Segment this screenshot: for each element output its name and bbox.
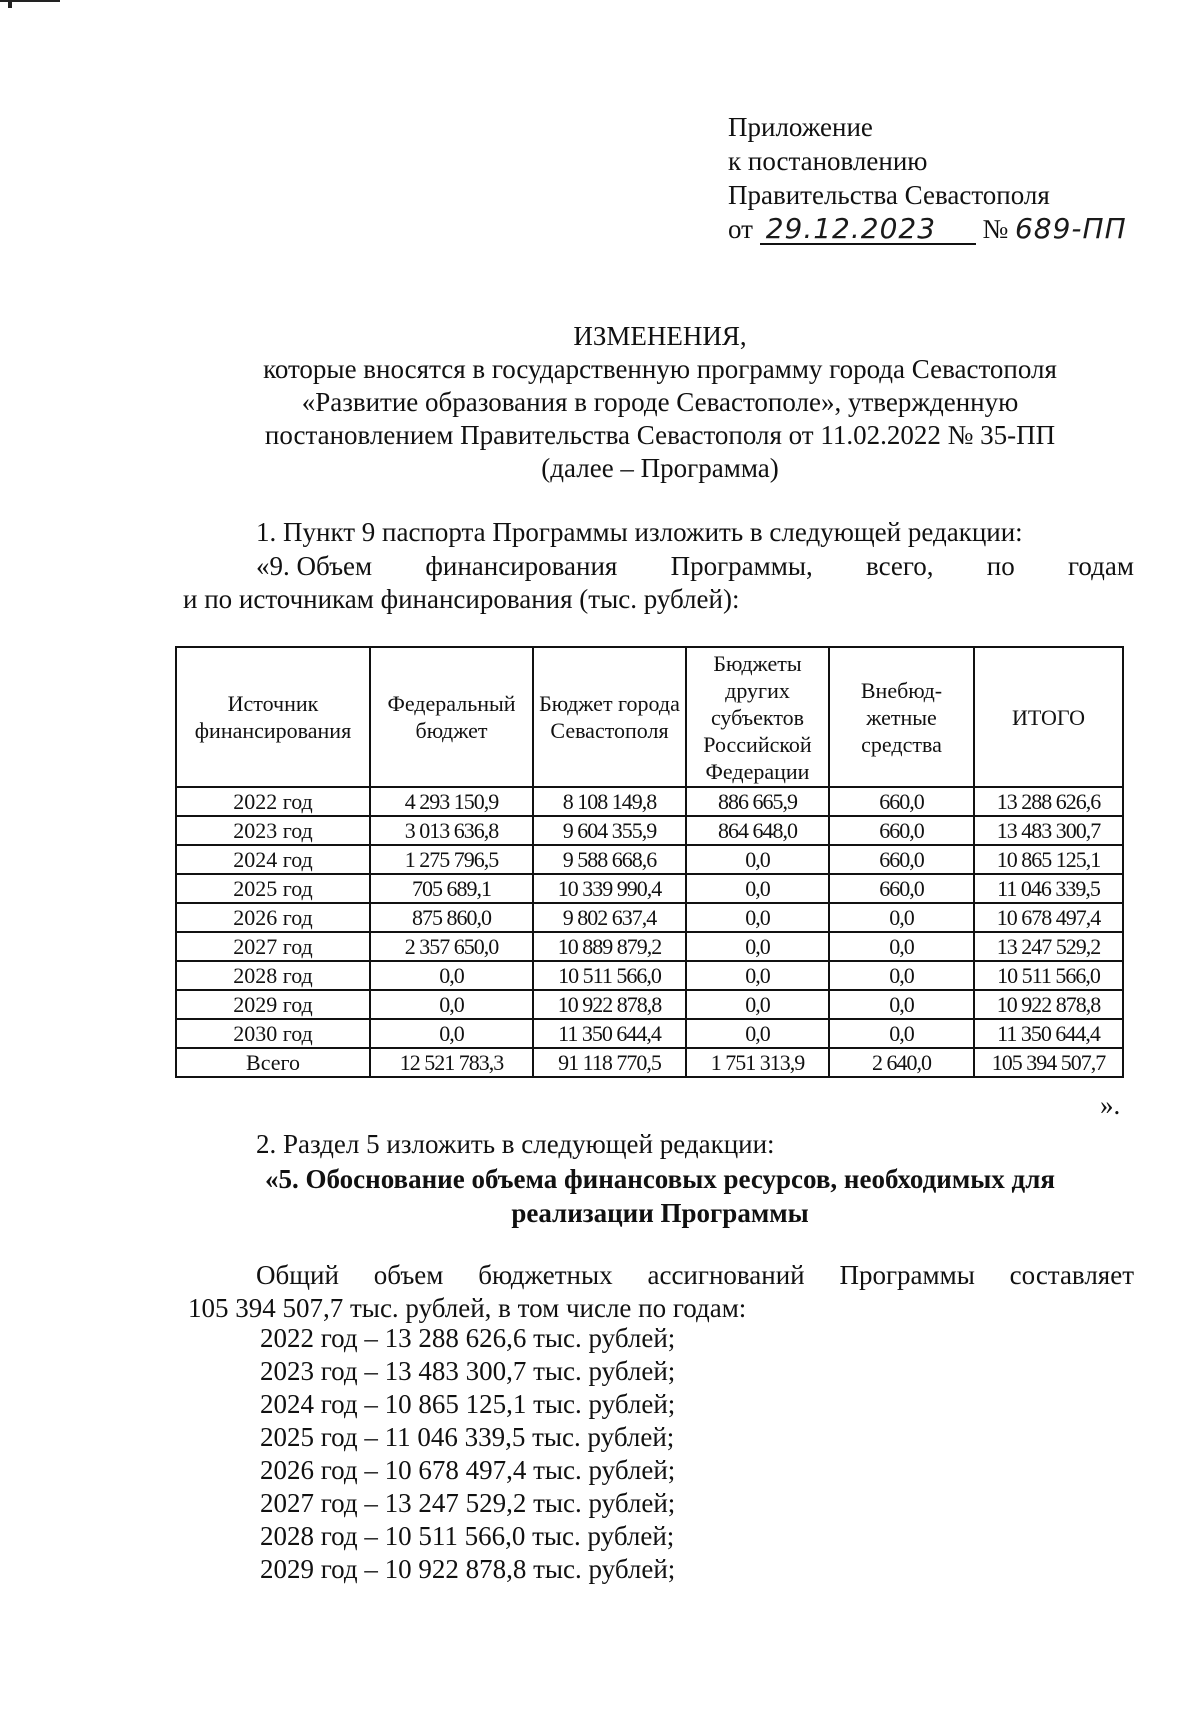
section-5-heading-line-2: реализации Программы: [511, 1198, 809, 1228]
cell-period: 2023 год: [176, 816, 370, 845]
cell-city: 10 889 879,2: [533, 932, 686, 961]
cell-federal: 4 293 150,9: [370, 787, 533, 816]
cell-total: 10 678 497,4: [974, 903, 1123, 932]
cell-other-subjects: 886 665,9: [686, 787, 829, 816]
year-list-item: 2025 год – 11 046 339,5 тыс. рублей;: [260, 1422, 675, 1452]
section-5-heading-line-1: «5. Обоснование объема финансовых ресурсов, необходимых для: [265, 1164, 1055, 1194]
table-closing-quote: ».: [1100, 1090, 1121, 1120]
cell-extrabudgetary: 660,0: [829, 816, 974, 845]
quote-word: «9. Объем: [256, 551, 373, 581]
cell-federal: 0,0: [370, 1019, 533, 1048]
cell-city: 10 922 878,8: [533, 990, 686, 1019]
year-list-item: 2022 год – 13 288 626,6 тыс. рублей;: [260, 1323, 676, 1353]
cell-federal: 0,0: [370, 990, 533, 1019]
cell-city: 11 350 644,4: [533, 1019, 686, 1048]
cell-extrabudgetary: 660,0: [829, 787, 974, 816]
cell-federal: 3 013 636,8: [370, 816, 533, 845]
cell-federal: 1 275 796,5: [370, 845, 533, 874]
cell-total: 13 288 626,6: [974, 787, 1123, 816]
cell-city: 10 511 566,0: [533, 961, 686, 990]
table-row: [176, 932, 1123, 961]
header-total: ИТОГО: [974, 647, 1123, 787]
year-list-item: 2026 год – 10 678 497,4 тыс. рублей;: [260, 1455, 676, 1485]
quote-word: Программы,: [670, 551, 813, 581]
appendix-line-3: Правительства Севастополя: [728, 180, 1050, 210]
cell-period: 2030 год: [176, 1019, 370, 1048]
cell-total: 10 922 878,8: [974, 990, 1123, 1019]
financing-table: [175, 646, 1124, 1078]
cell-city: 91 118 770,5: [533, 1048, 686, 1077]
cell-total: 11 046 339,5: [974, 874, 1123, 903]
cell-extrabudgetary: 0,0: [829, 1019, 974, 1048]
cell-other-subjects: 0,0: [686, 845, 829, 874]
intro-word: Общий: [256, 1260, 339, 1290]
handwritten-date: 29.12.2023: [760, 215, 976, 245]
cell-city: 9 802 637,4: [533, 903, 686, 932]
year-list-item: 2024 год – 10 865 125,1 тыс. рублей;: [260, 1389, 676, 1419]
year-list-item: 2027 год – 13 247 529,2 тыс. рублей;: [260, 1488, 676, 1518]
appendix-date-line: [728, 212, 1127, 246]
intro-word: бюджетных: [478, 1260, 613, 1290]
heading-title: ИЗМЕНЕНИЯ,: [573, 321, 747, 351]
date-prefix: от: [728, 214, 753, 244]
cell-total: 10 865 125,1: [974, 845, 1123, 874]
table-row: [176, 816, 1123, 845]
intro-word: объем: [373, 1260, 444, 1290]
year-list: [260, 1322, 675, 1586]
cell-federal: 0,0: [370, 961, 533, 990]
cell-city: 9 588 668,6: [533, 845, 686, 874]
table-header-row: [176, 647, 1123, 787]
item-1-quote-line-2: и по источникам финансирования (тыс. рублей):: [183, 584, 740, 614]
cell-total: 13 483 300,7: [974, 816, 1123, 845]
quote-word: годам: [1068, 551, 1134, 581]
header-extrabudgetary: Внебюд-жетные средства: [829, 647, 974, 787]
handwritten-number: 689-ПП: [1014, 212, 1127, 245]
heading-line-3: постановлением Правительства Севастополя от 11.02.2022 № 35-ПП: [264, 420, 1056, 450]
cell-federal: 705 689,1: [370, 874, 533, 903]
appendix-line-2: к постановлению: [728, 146, 928, 176]
appendix-line-1: Приложение: [728, 112, 873, 142]
cell-other-subjects: 864 648,0: [686, 816, 829, 845]
table-row: [176, 1048, 1123, 1077]
item-1-quote-line-1: [256, 550, 1134, 583]
cell-period: 2027 год: [176, 932, 370, 961]
table-row: [176, 961, 1123, 990]
cell-period: Всего: [176, 1048, 370, 1077]
appendix-block: [728, 110, 1127, 246]
quote-word: финансирования: [425, 551, 618, 581]
table-row: [176, 787, 1123, 816]
year-list-item: 2029 год – 10 922 878,8 тыс. рублей;: [260, 1554, 676, 1584]
cell-city: 10 339 990,4: [533, 874, 686, 903]
header-federal: Федеральный бюджет: [370, 647, 533, 787]
cell-total: 11 350 644,4: [974, 1019, 1123, 1048]
table-row: [176, 874, 1123, 903]
cell-other-subjects: 0,0: [686, 1019, 829, 1048]
section-5-heading: [180, 1162, 1140, 1230]
cell-city: 9 604 355,9: [533, 816, 686, 845]
cell-period: 2024 год: [176, 845, 370, 874]
header-city: Бюджет города Севастополя: [533, 647, 686, 787]
quote-word: по: [986, 551, 1015, 581]
cell-federal: 12 521 783,3: [370, 1048, 533, 1077]
cell-period: 2029 год: [176, 990, 370, 1019]
heading-line-4: (далее – Программа): [541, 453, 779, 483]
table-row: [176, 845, 1123, 874]
cell-other-subjects: 0,0: [686, 932, 829, 961]
item-1-text: 1. Пункт 9 паспорта Программы изложить в следующей редакции:: [256, 517, 1023, 547]
cell-period: 2026 год: [176, 903, 370, 932]
scan-artifact: [0, 0, 60, 8]
cell-extrabudgetary: 660,0: [829, 845, 974, 874]
cell-city: 8 108 149,8: [533, 787, 686, 816]
number-prefix: №: [982, 214, 1009, 244]
cell-extrabudgetary: 0,0: [829, 932, 974, 961]
table-row: [176, 990, 1123, 1019]
heading-line-2: «Развитие образования в городе Севастополе», утвержденную: [301, 387, 1019, 417]
quote-word: всего,: [865, 551, 934, 581]
cell-period: 2022 год: [176, 787, 370, 816]
year-list-item: 2028 год – 10 511 566,0 тыс. рублей;: [260, 1521, 675, 1551]
cell-federal: 2 357 650,0: [370, 932, 533, 961]
year-list-item: 2023 год – 13 483 300,7 тыс. рублей;: [260, 1356, 676, 1386]
cell-other-subjects: 0,0: [686, 990, 829, 1019]
cell-extrabudgetary: 0,0: [829, 903, 974, 932]
intro-word: Программы: [839, 1260, 975, 1290]
cell-other-subjects: 0,0: [686, 961, 829, 990]
cell-extrabudgetary: 2 640,0: [829, 1048, 974, 1077]
intro-line-1: [256, 1259, 1134, 1292]
document-heading: [180, 320, 1140, 485]
cell-extrabudgetary: 0,0: [829, 961, 974, 990]
cell-other-subjects: 1 751 313,9: [686, 1048, 829, 1077]
cell-period: 2028 год: [176, 961, 370, 990]
cell-other-subjects: 0,0: [686, 874, 829, 903]
intro-line-2: 105 394 507,7 тыс. рублей, в том числе по годам:: [188, 1293, 747, 1323]
cell-other-subjects: 0,0: [686, 903, 829, 932]
table-row: [176, 1019, 1123, 1048]
cell-period: 2025 год: [176, 874, 370, 903]
intro-word: составляет: [1009, 1260, 1134, 1290]
header-source: Источник финансирования: [176, 647, 370, 787]
heading-line-1: которые вносятся в государственную программу города Севастополя: [263, 354, 1057, 384]
table-row: [176, 903, 1123, 932]
cell-total: 13 247 529,2: [974, 932, 1123, 961]
intro-word: ассигнований: [647, 1260, 805, 1290]
cell-total: 10 511 566,0: [974, 961, 1123, 990]
cell-extrabudgetary: 0,0: [829, 990, 974, 1019]
cell-extrabudgetary: 660,0: [829, 874, 974, 903]
item-2-text: 2. Раздел 5 изложить в следующей редакции:: [256, 1129, 775, 1159]
cell-total: 105 394 507,7: [974, 1048, 1123, 1077]
cell-federal: 875 860,0: [370, 903, 533, 932]
header-other-subjects: Бюджеты других субъектов Российской Федерации: [686, 647, 829, 787]
